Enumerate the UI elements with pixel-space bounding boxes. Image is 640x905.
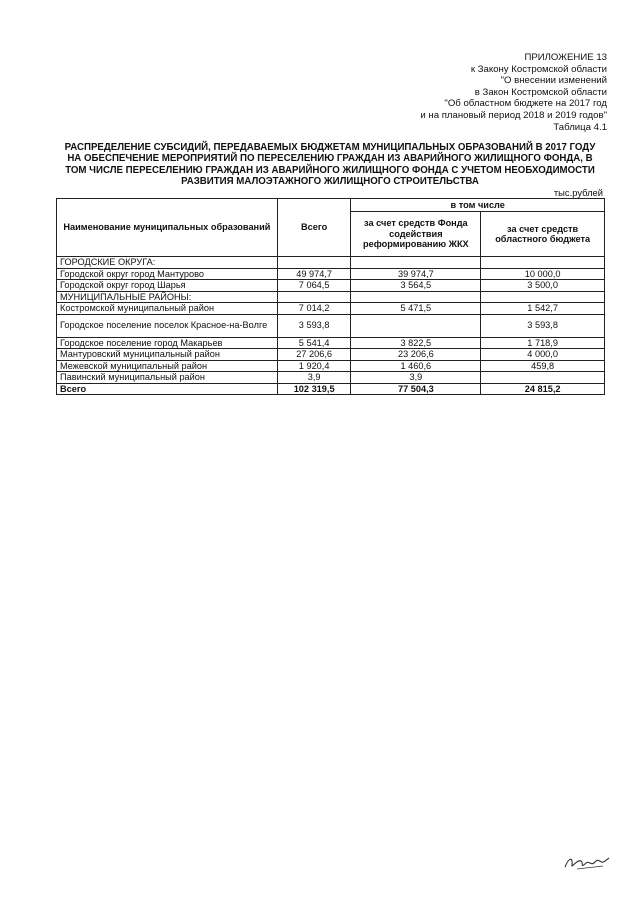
total-value: 49 974,7	[277, 268, 351, 280]
municipality-name: Городское поселение поселок Красное-на-Волге	[57, 314, 278, 337]
table-body	[57, 257, 605, 395]
appendix-line: в Закон Костромской области	[474, 86, 607, 98]
municipality-name: Городской округ город Шарья	[57, 280, 278, 292]
municipality-name: Мантуровский муниципальный район	[57, 349, 278, 361]
title-line: НА ОБЕСПЕЧЕНИЕ МЕРОПРИЯТИЙ ПО ПЕРЕСЕЛЕНИЮ ГРАЖДАН ИЗ АВАРИЙНОГО ЖИЛИЩНОГО ФОНДА, В	[67, 153, 593, 165]
table-row	[57, 314, 605, 337]
appendix-line: к Закону Костромской области	[470, 63, 607, 75]
group-row	[57, 257, 605, 269]
regional-value: 3 500,0	[481, 280, 605, 292]
empty-cell	[277, 257, 351, 269]
empty-cell	[481, 257, 605, 269]
header-name: Наименование муниципальных образований	[57, 199, 278, 257]
title-line: РАСПРЕДЕЛЕНИЕ СУБСИДИЙ, ПЕРЕДАВАЕМЫХ БЮДЖЕТАМ МУНИЦИПАЛЬНЫХ ОБРАЗОВАНИЙ В 2017 ГОДУ	[64, 142, 596, 153]
empty-cell	[277, 291, 351, 303]
fund-value: 3,9	[351, 372, 481, 384]
header-fund: за счет средств Фонда содействия реформированию ЖКХ	[351, 212, 481, 257]
regional-value: 1 542,7	[481, 303, 605, 315]
handwritten-signature	[563, 853, 611, 871]
table-row	[57, 349, 605, 361]
appendix-line: "О внесении изменений	[500, 75, 607, 87]
appendix-header	[307, 52, 607, 133]
header-regional: за счет средств областного бюджета	[481, 212, 605, 257]
table-number: Таблица 4.1	[553, 121, 607, 133]
group-label: ГОРОДСКИЕ ОКРУГА:	[57, 257, 278, 269]
regional-value: 459,8	[481, 360, 605, 372]
fund-value: 3 564,5	[351, 280, 481, 292]
regional-total-value: 24 815,2	[481, 383, 605, 395]
total-value: 1 920,4	[277, 360, 351, 372]
document-title	[56, 142, 604, 188]
appendix-line: ПРИЛОЖЕНИЕ 13	[524, 52, 607, 63]
fund-value	[351, 314, 481, 337]
units-label: тыс.рублей	[553, 187, 603, 198]
total-label: Всего	[57, 383, 278, 395]
total-value: 3 593,8	[277, 314, 351, 337]
group-label: МУНИЦИПАЛЬНЫЕ РАЙОНЫ:	[57, 291, 278, 303]
table-row	[57, 303, 605, 315]
appendix-line: "Об областном бюджете на 2017 год	[444, 98, 607, 110]
fund-total-value: 77 504,3	[351, 383, 481, 395]
regional-value: 4 000,0	[481, 349, 605, 361]
group-row	[57, 291, 605, 303]
fund-value: 3 822,5	[351, 337, 481, 349]
municipality-name: Павинский муниципальный район	[57, 372, 278, 384]
header-including: в том числе	[351, 199, 605, 212]
appendix-line: и на плановый период 2018 и 2019 годов"	[420, 109, 607, 121]
subsidy-table	[56, 198, 605, 395]
table-row	[57, 360, 605, 372]
regional-value: 1 718,9	[481, 337, 605, 349]
fund-value: 5 471,5	[351, 303, 481, 315]
table-row	[57, 337, 605, 349]
total-value: 3,9	[277, 372, 351, 384]
fund-value: 23 206,6	[351, 349, 481, 361]
table-row	[57, 280, 605, 292]
fund-value: 39 974,7	[351, 268, 481, 280]
municipality-name: Городское поселение город Макарьев	[57, 337, 278, 349]
total-row	[57, 383, 605, 395]
municipality-name: Костромской муниципальный район	[57, 303, 278, 315]
regional-value	[481, 372, 605, 384]
regional-value: 10 000,0	[481, 268, 605, 280]
total-value: 27 206,6	[277, 349, 351, 361]
fund-value: 1 460,6	[351, 360, 481, 372]
total-value: 7 064,5	[277, 280, 351, 292]
grand-total-value: 102 319,5	[277, 383, 351, 395]
empty-cell	[351, 257, 481, 269]
header-total: Всего	[277, 199, 351, 257]
title-line: РАЗВИТИЯ МАЛОЭТАЖНОГО ЖИЛИЩНОГО СТРОИТЕЛЬСТВА	[181, 176, 479, 188]
empty-cell	[351, 291, 481, 303]
total-value: 7 014,2	[277, 303, 351, 315]
regional-value: 3 593,8	[481, 314, 605, 337]
municipality-name: Межевской муниципальный район	[57, 360, 278, 372]
title-line: ТОМ ЧИСЛЕ ПЕРЕСЕЛЕНИЮ ГРАЖДАН ИЗ АВАРИЙНОГО ЖИЛИЩНОГО ФОНДА С УЧЕТОМ НЕОБХОДИМОСТИ	[65, 164, 595, 176]
total-value: 5 541,4	[277, 337, 351, 349]
empty-cell	[481, 291, 605, 303]
table-row	[57, 372, 605, 384]
table-row	[57, 268, 605, 280]
municipality-name: Городской округ город Мантурово	[57, 268, 278, 280]
